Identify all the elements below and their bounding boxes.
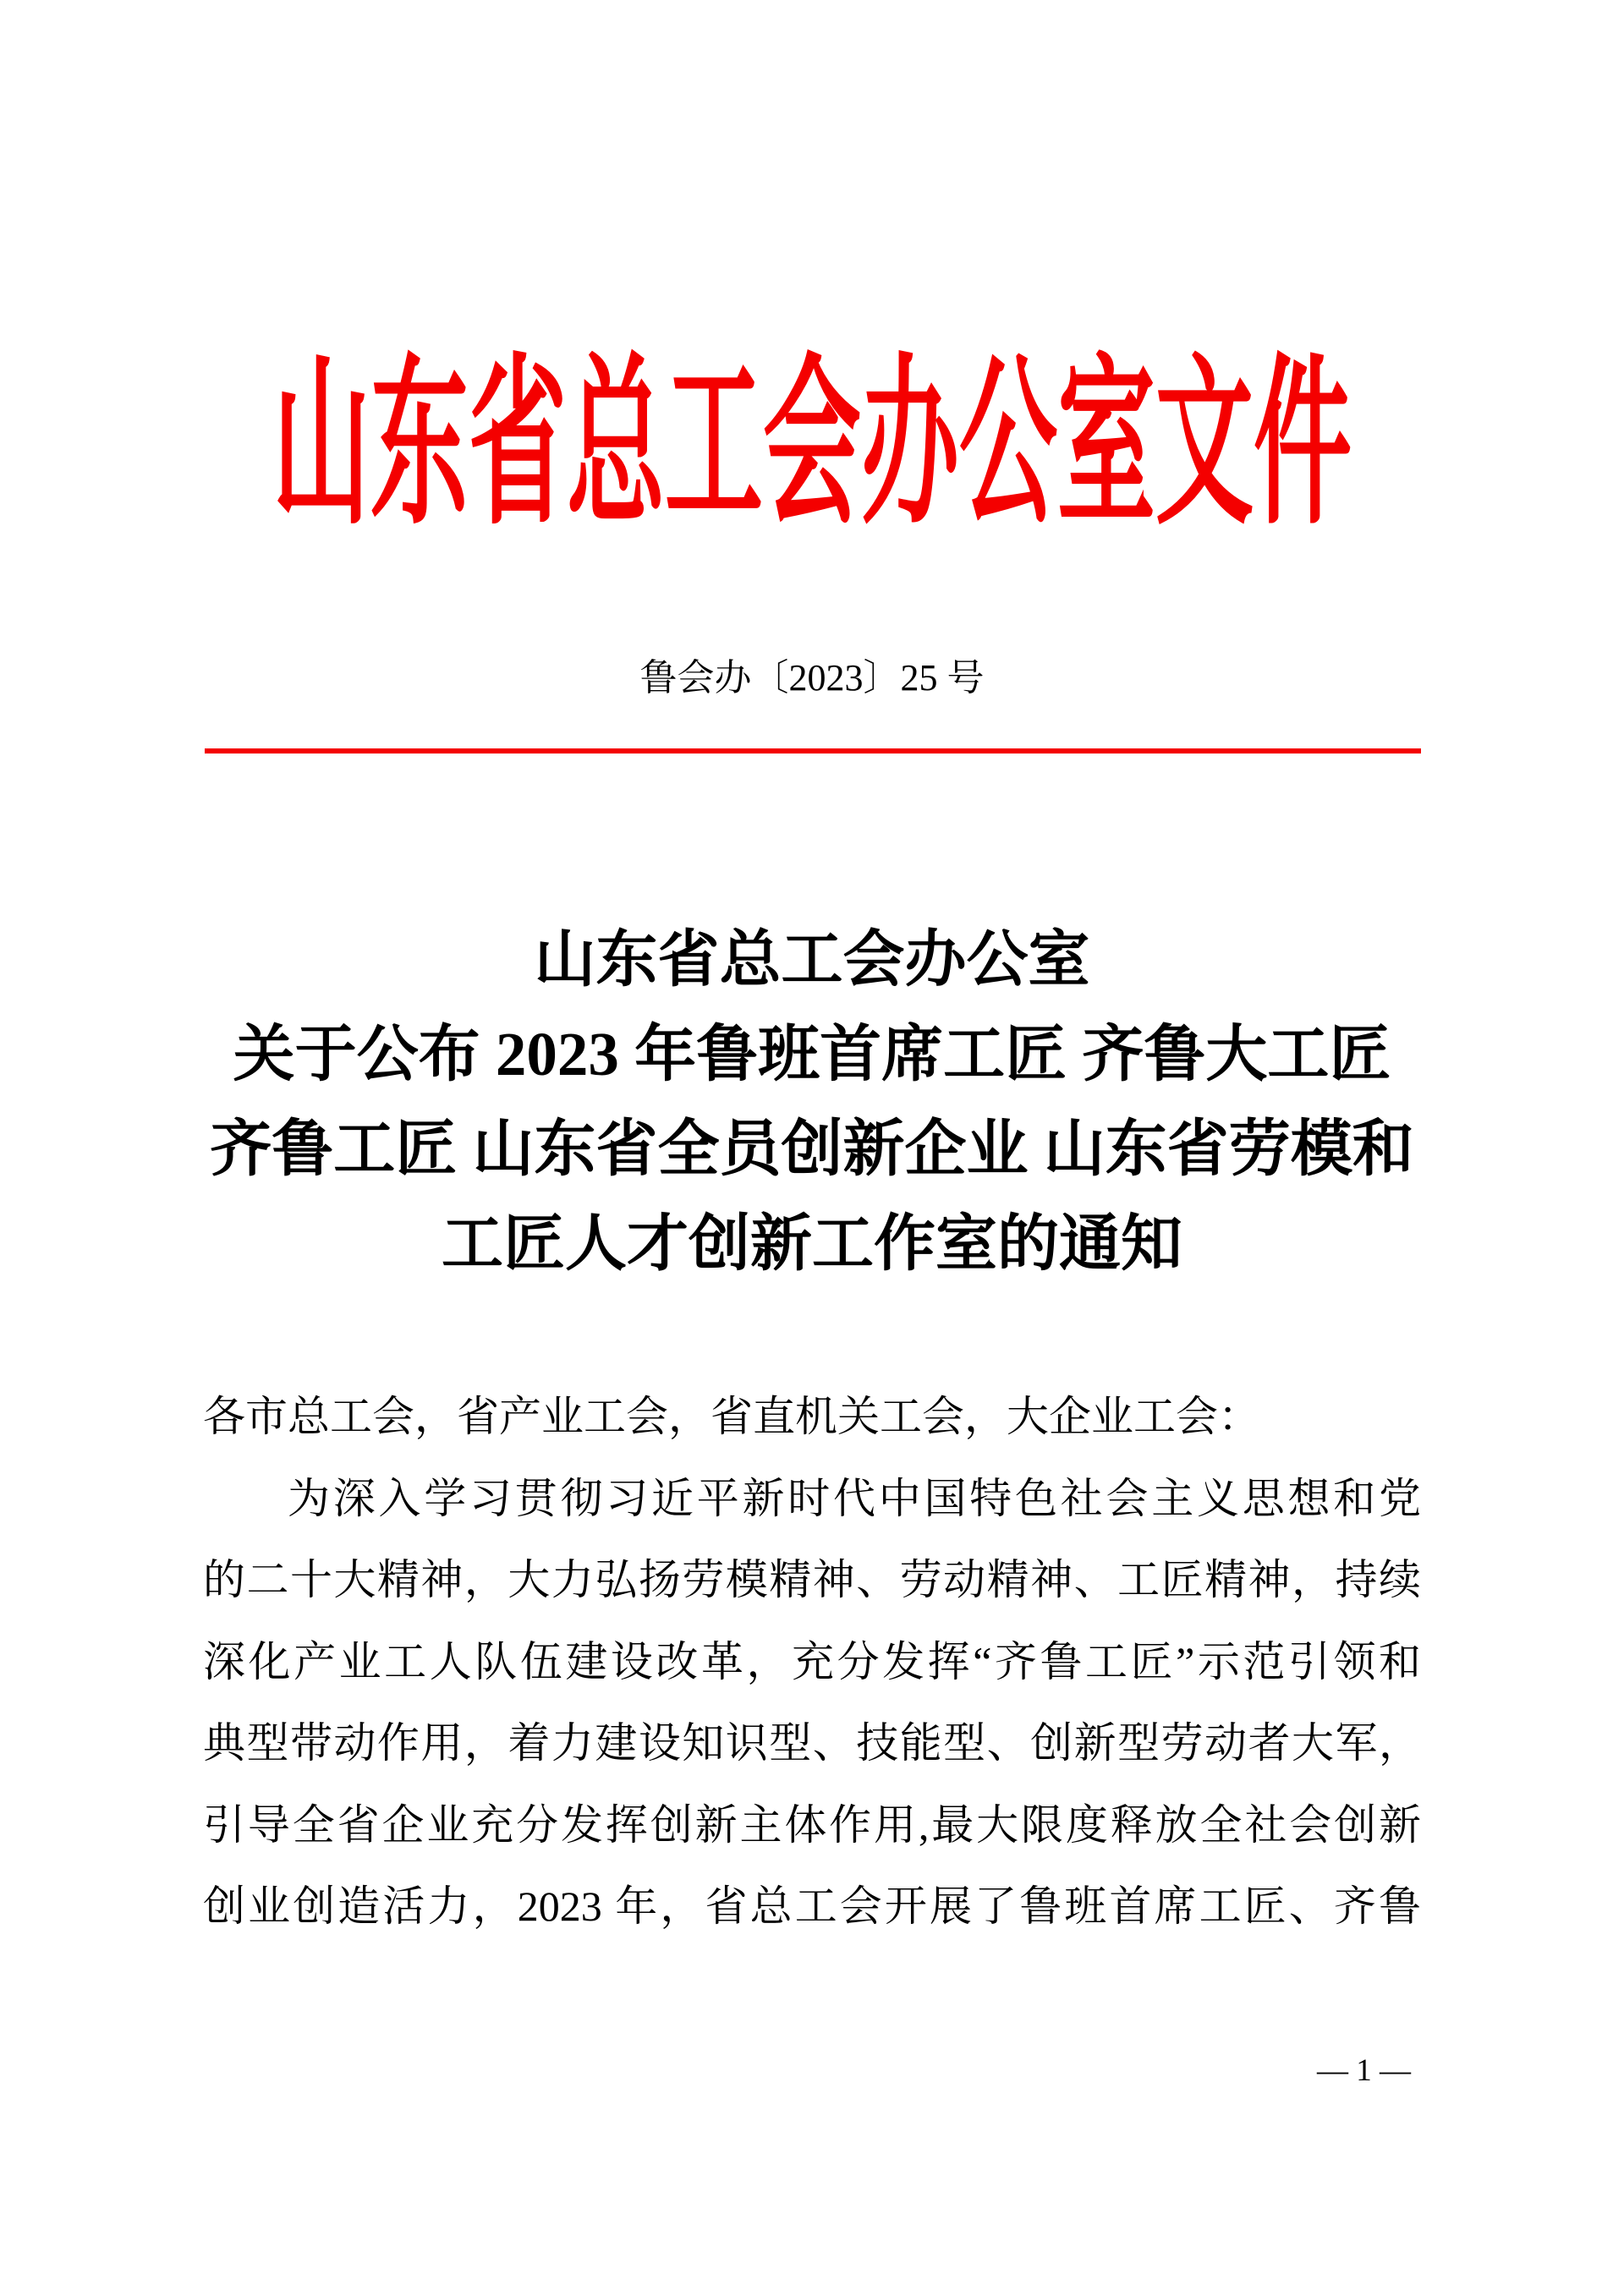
page-number: — 1 — <box>1317 2053 1411 2088</box>
body-line: 典型带动作用，着力建设知识型、技能型、创新型劳动者大军， <box>203 1719 1421 1767</box>
document-title <box>0 912 1624 1291</box>
body-line: 的二十大精神，大力弘扬劳模精神、劳动精神、工匠精神，持续 <box>203 1556 1421 1603</box>
body-line: 为深入学习贯彻习近平新时代中国特色社会主义思想和党 <box>288 1474 1421 1522</box>
title-line-3: 齐鲁工匠 山东省全员创新企业 山东省劳模和 <box>210 1115 1414 1183</box>
salutation-line: 各市总工会，省产业工会，省直机关工会，大企业工会： <box>203 1393 1260 1440</box>
red-separator-line <box>205 748 1421 753</box>
doc-number: 鲁会办〔2023〕25 号 <box>639 657 985 699</box>
body-line: 深化产业工人队伍建设改革，充分发挥“齐鲁工匠”示范引领和 <box>203 1637 1421 1685</box>
title-line-4: 工匠人才创新工作室的通知 <box>442 1209 1182 1278</box>
letterhead-title: 山东省总工会办公室文件 <box>272 345 1352 547</box>
body-line: 创业创造活力，2023 年，省总工会开展了鲁班首席工匠、齐鲁 <box>203 1882 1421 1930</box>
document-body <box>203 1376 1421 1948</box>
title-line-2: 关于公布 2023 年鲁班首席工匠 齐鲁大工匠 <box>233 1020 1391 1088</box>
body-line: 引导全省企业充分发挥创新主体作用,最大限度释放全社会创新 <box>203 1800 1421 1849</box>
title-line-1: 山东省总工会办公室 <box>534 925 1090 994</box>
